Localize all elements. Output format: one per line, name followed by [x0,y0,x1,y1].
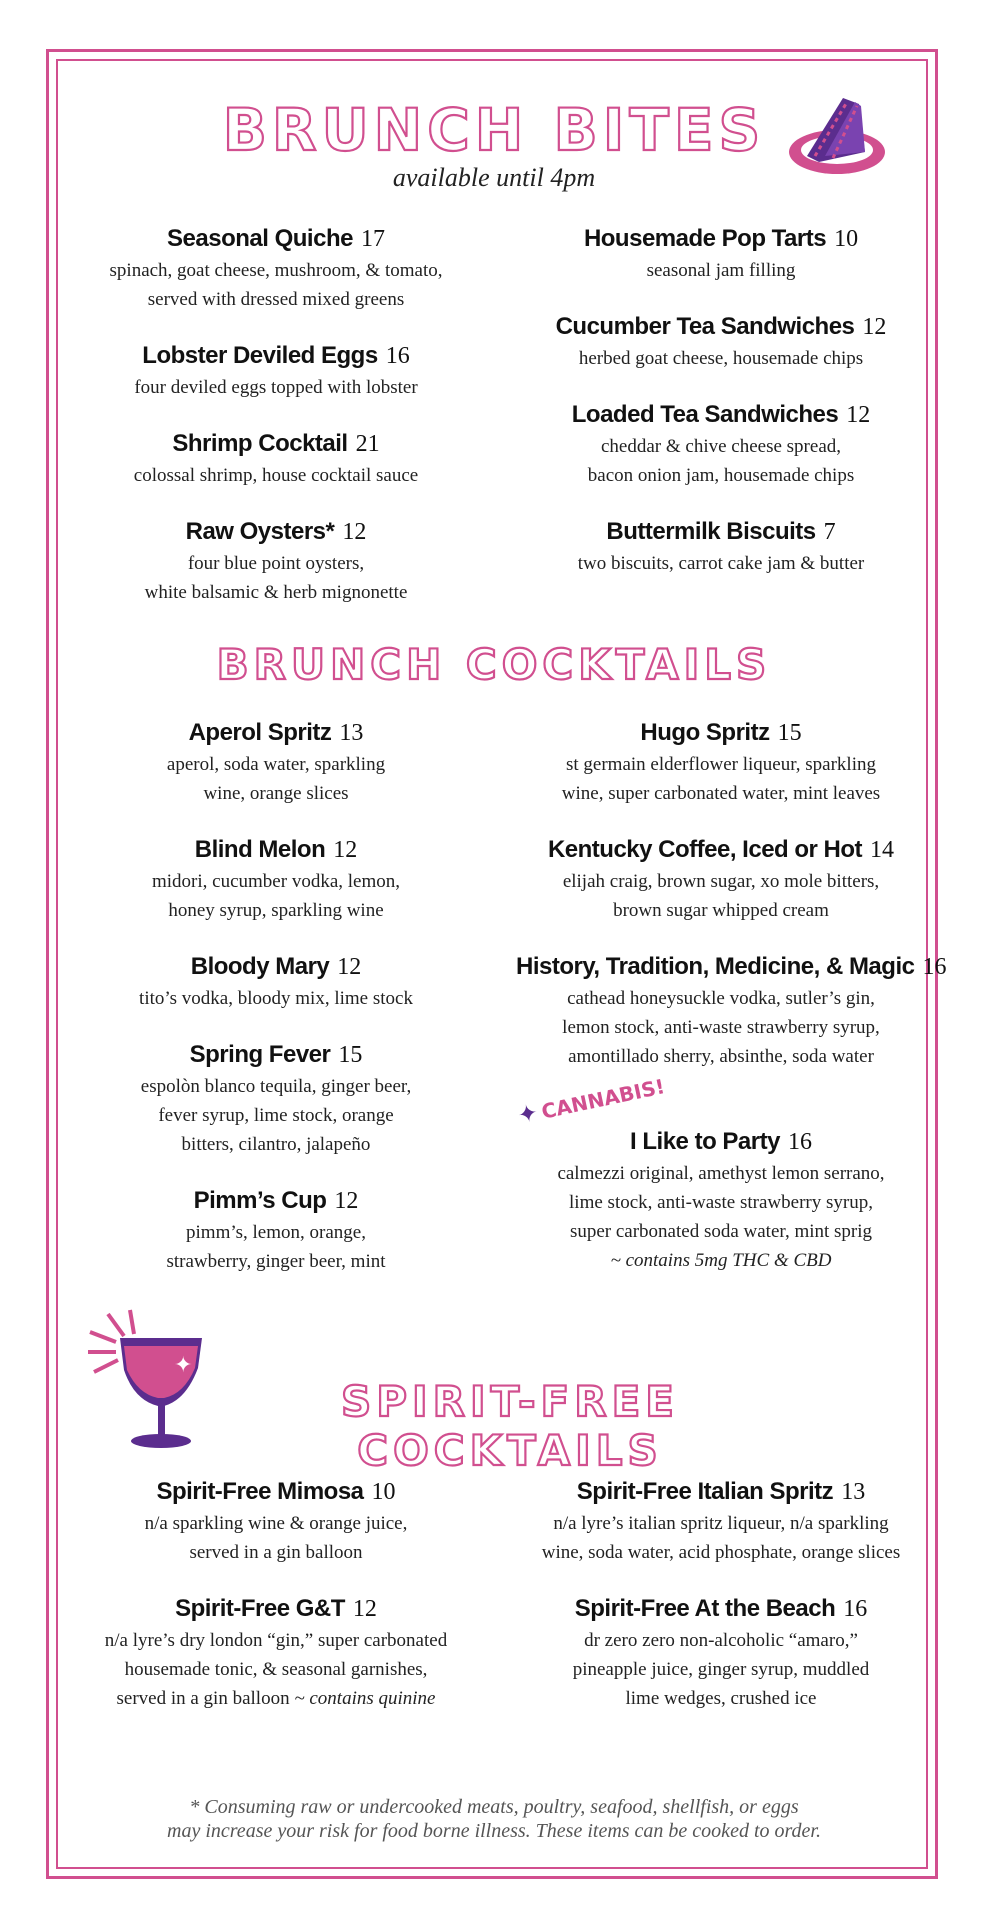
item-note: ~ contains quinine [294,1688,436,1709]
menu-item [516,950,947,1071]
menu-item [516,515,926,578]
menu-item [516,1475,926,1567]
menu-item [76,1592,476,1713]
menu-item [76,1038,476,1159]
item-description: elijah craig, brown sugar, xo mole bitters, brown sugar whipped cream [562,871,880,921]
item-price: 21 [355,431,380,457]
item-name: Pimm’s Cup [193,1187,327,1214]
menu-item [516,833,926,925]
brunch-cocktails-title: BRUNCH COCKTAILS [216,640,772,689]
sparkle-icon: ✦ [515,1098,541,1130]
item-description: n/a sparkling wine & orange juice, served in a gin balloon [144,1513,408,1563]
item-price: 12 [334,1188,359,1214]
item-description: cathead honeysuckle vodka, sutler’s gin, lemon stock, anti-waste strawberry syrup, amontillado sherry, absinthe, soda water [562,988,880,1067]
item-price: 16 [922,954,947,980]
sandwich-icon [785,90,890,180]
food-safety-disclaimer [0,1795,988,1843]
menu-item [76,1475,476,1567]
item-note: ~ contains 5mg THC & CBD [610,1250,832,1271]
item-name: Spirit-Free G&T [175,1595,345,1622]
menu-item [76,716,476,808]
menu-item [76,427,476,490]
item-name: Cucumber Tea Sandwiches [555,313,855,340]
item-price: 10 [834,226,859,252]
menu-item [76,950,476,1013]
item-price: 12 [846,402,871,428]
item-description: tito’s vodka, bloody mix, lime stock [139,988,413,1009]
item-price: 17 [360,226,385,252]
brunch-bites-title: BRUNCH BITES [222,96,766,164]
item-name: Housemade Pop Tarts [583,225,827,252]
item-name: Raw Oysters* [185,518,335,545]
item-description: colossal shrimp, house cocktail sauce [133,465,419,486]
item-price: 16 [843,1596,868,1622]
item-name: Spirit-Free Mimosa [156,1478,364,1505]
item-name: Seasonal Quiche [167,225,353,252]
item-name: Blind Melon [194,836,326,863]
item-description: aperol, soda water, sparkling wine, orange slices [166,754,386,804]
item-description: herbed goat cheese, housemade chips [578,348,864,369]
item-name: Spirit-Free Italian Spritz [576,1478,834,1505]
item-description: espolòn blanco tequila, ginger beer, fever syrup, lime stock, orange bitters, cilantro, jalapeño [140,1076,412,1155]
item-name: Hugo Spritz [640,719,770,746]
item-name: Lobster Deviled Eggs [142,342,378,369]
item-description [76,1626,476,1713]
item-price: 7 [823,519,836,545]
item-price: 12 [352,1596,377,1622]
disclaimer-line-2: may increase your risk for food borne illness. These items can be cooked to order. [167,1820,821,1842]
cannabis-label: CANNABIS! [539,1074,667,1124]
menu-item [516,398,926,490]
item-description: calmezzi original, amethyst lemon serrano, lime stock, anti-waste strawberry syrup, super carbonated soda water, mint sprig [557,1163,885,1242]
svg-text:✦: ✦ [174,1353,193,1378]
item-description: four blue point oysters, white balsamic & herb mignonette [144,553,408,603]
item-name: History, Tradition, Medicine, & Magic [516,953,915,980]
item-price: 12 [337,954,362,980]
item-price: 16 [787,1129,812,1155]
spirit-free-title: SPIRIT-FREE COCKTAILS [341,1377,679,1475]
item-name: Aperol Spritz [188,719,332,746]
item-description: st germain elderflower liqueur, sparkling wine, super carbonated water, mint leaves [561,754,881,804]
disclaimer-line-1: * Consuming raw or undercooked meats, poultry, seafood, shellfish, or eggs [189,1796,799,1818]
item-price: 12 [333,837,358,863]
item-description: spinach, goat cheese, mushroom, & tomato, served with dressed mixed greens [109,260,443,310]
item-price: 16 [385,343,410,369]
item-price: 10 [371,1479,396,1505]
item-description: dr zero zero non-alcoholic “amaro,” pineapple juice, ginger syrup, muddled lime wedges, crushed ice [572,1630,870,1709]
menu-item [76,1184,476,1276]
menu-item [516,222,926,285]
item-description: cheddar & chive cheese spread, bacon onion jam, housemade chips [587,436,855,486]
item-description: midori, cucumber vodka, lemon, honey syrup, sparkling wine [152,871,400,921]
item-price: 12 [342,519,367,545]
item-description: four deviled eggs topped with lobster [134,377,418,398]
menu-item [76,515,476,607]
item-description: pimm’s, lemon, orange, strawberry, ginger beer, mint [166,1222,386,1272]
item-price: 15 [777,720,802,746]
item-name: Kentucky Coffee, Iced or Hot [547,836,863,863]
menu-item [76,222,476,314]
item-price: 12 [862,314,887,340]
menu-item [516,1125,926,1275]
item-price: 13 [841,1479,866,1505]
item-price: 13 [339,720,364,746]
item-name: I Like to Party [630,1128,780,1155]
item-name: Loaded Tea Sandwiches [571,401,839,428]
cocktail-glass-icon [86,1308,206,1453]
item-name: Spirit-Free At the Beach [574,1595,836,1622]
menu-item [516,310,926,373]
item-price: 15 [338,1042,363,1068]
item-name: Spring Fever [189,1041,331,1068]
menu-item [76,339,476,402]
item-description: seasonal jam filling [646,260,796,281]
item-description: two biscuits, carrot cake jam & butter [577,553,865,574]
item-name: Buttermilk Biscuits [606,518,816,545]
item-name: Shrimp Cocktail [172,430,348,457]
item-description: n/a lyre’s italian spritz liqueur, n/a sparkling wine, soda water, acid phosphate, orange slices [541,1513,901,1563]
availability-subtitle: available until 4pm [392,163,596,192]
menu-item [516,1592,926,1713]
menu-item [516,716,926,808]
item-name: Bloody Mary [190,953,330,980]
menu-item [76,833,476,925]
desc-text: n/a lyre’s dry london “gin,” super carbonated housemade tonic, & seasonal garnishes, served in a gin balloon [104,1630,448,1709]
item-price: 14 [870,837,895,863]
